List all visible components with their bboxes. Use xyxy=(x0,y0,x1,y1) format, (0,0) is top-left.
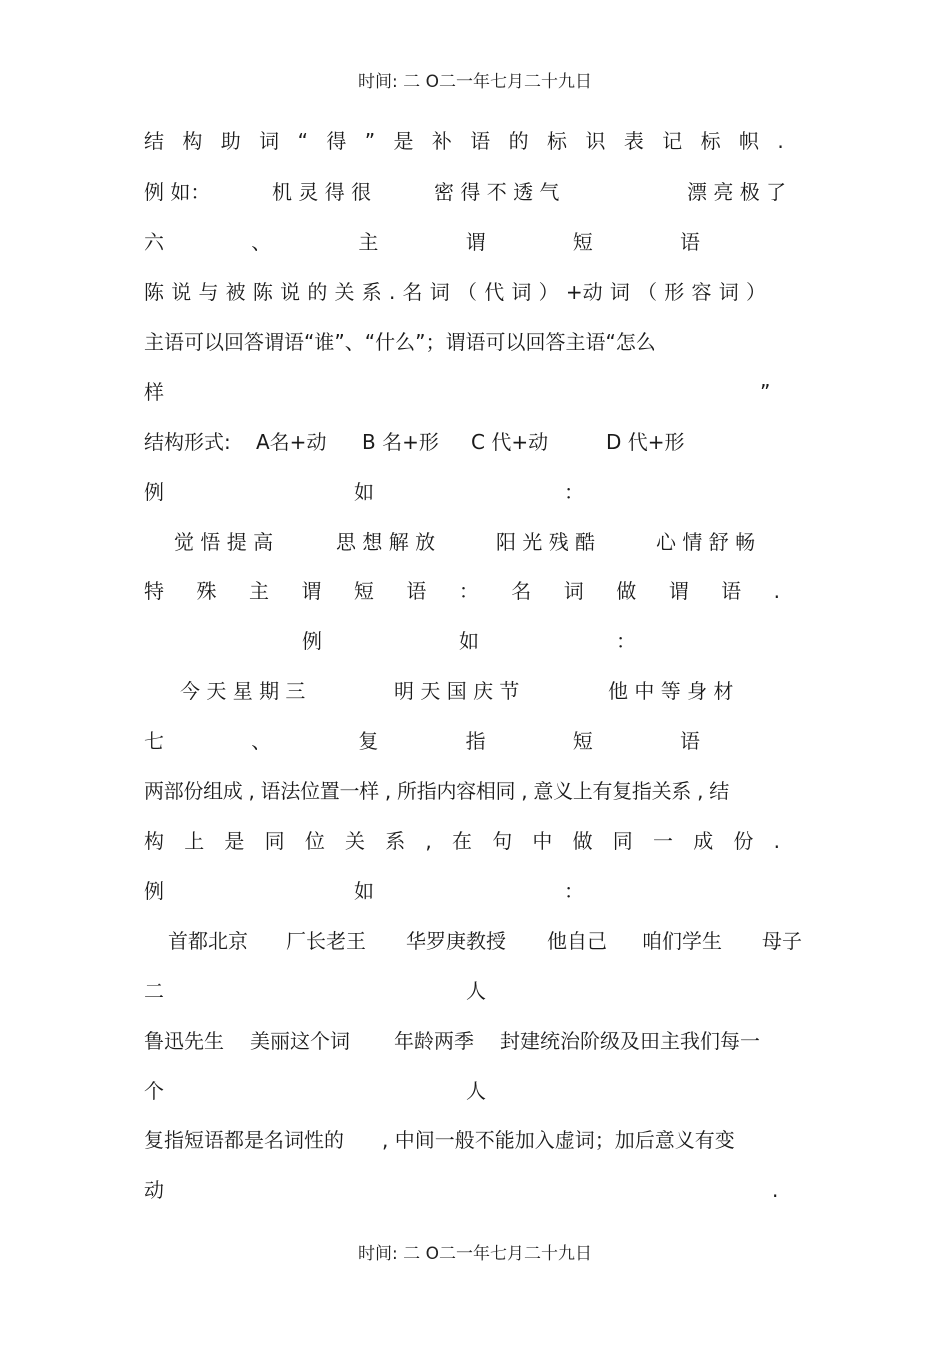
character: 短 xyxy=(353,579,374,603)
character: 说 xyxy=(171,280,192,304)
character: . xyxy=(777,129,784,153)
example-item: 首都北京 xyxy=(168,929,248,953)
example-item: 他 中 等 身 材 xyxy=(608,679,734,703)
text-fragment: 动 xyxy=(144,1178,164,1202)
example-item: 思 想 解 放 xyxy=(336,530,436,554)
line-17 xyxy=(144,926,806,956)
line-12 xyxy=(144,676,806,706)
line-21 xyxy=(144,1125,806,1155)
character: ： xyxy=(564,879,584,903)
character: . xyxy=(388,280,396,304)
character: 上 xyxy=(184,829,205,853)
example-item: 密 得 不 透 气 xyxy=(434,180,560,204)
character: 位 xyxy=(304,829,325,853)
example-item: 阳 光 残 酷 xyxy=(496,530,596,554)
text-fragment: 二 xyxy=(144,979,164,1003)
character: 特 xyxy=(144,579,164,603)
character: 句 xyxy=(492,829,513,853)
structure-forms xyxy=(144,427,806,457)
character: 系 xyxy=(361,280,382,304)
example-item: 封建统治阶级及田主我们每一 xyxy=(500,1029,760,1053)
character: 是 xyxy=(393,129,414,153)
character: 成 xyxy=(693,829,714,853)
example-label: 例 如： xyxy=(144,180,211,204)
character: ） xyxy=(538,280,559,304)
character: 构 xyxy=(144,829,164,853)
character: 复 xyxy=(358,729,379,753)
line-14: 两部份组成 , 语法位置一样 , 所指内容相同 , 意义上有复指关系 , 结 xyxy=(144,779,729,803)
character: 、 xyxy=(251,230,272,254)
line-1 xyxy=(144,126,784,156)
character: 做 xyxy=(572,829,593,853)
character: 容 xyxy=(691,280,712,304)
character: 例 xyxy=(144,480,164,504)
page-footer: 时间: 二 O二一年七月二十九日 xyxy=(358,1244,592,1264)
character: 陈 xyxy=(252,280,273,304)
structure-label: 结构形式: xyxy=(144,430,231,454)
line-15 xyxy=(144,826,780,856)
example-item: 机 灵 得 很 xyxy=(272,180,372,204)
line-4 xyxy=(144,277,766,307)
example-item: 美丽这个词 xyxy=(250,1029,350,1053)
line-10 xyxy=(144,576,780,606)
character: , xyxy=(425,829,432,853)
character: 在 xyxy=(451,829,472,853)
line-20 xyxy=(144,1076,806,1106)
character: 谓 xyxy=(301,579,322,603)
character: 主 xyxy=(248,579,269,603)
character: 如 xyxy=(354,879,374,903)
structure-form: C 代+动 xyxy=(471,430,549,454)
character: ： xyxy=(458,579,479,603)
character: 标 xyxy=(700,129,721,153)
character: 识 xyxy=(585,129,606,153)
example-label-line xyxy=(144,477,584,507)
line-9 xyxy=(144,527,806,557)
text-fragment: 复指短语都是名词性的 xyxy=(144,1128,344,1152)
character: 关 xyxy=(334,280,355,304)
character: 关 xyxy=(345,829,366,853)
character: 词 xyxy=(609,280,630,304)
line-2 xyxy=(144,177,806,207)
character: 的 xyxy=(307,280,328,304)
character: 构 xyxy=(182,129,203,153)
character: 例 xyxy=(144,879,164,903)
character: 主 xyxy=(358,230,379,254)
example-label-line xyxy=(302,626,636,656)
character: 份 xyxy=(733,829,754,853)
character: 帜 xyxy=(739,129,759,153)
character: +动 xyxy=(565,280,603,304)
character: 系 xyxy=(385,829,406,853)
text-fragment: . xyxy=(772,1178,779,1202)
character: 同 xyxy=(612,829,633,853)
character: 结 xyxy=(144,129,164,153)
character: 被 xyxy=(225,280,246,304)
character: 如 xyxy=(354,480,374,504)
text-fragment: ” xyxy=(760,380,771,404)
character: 做 xyxy=(616,579,637,603)
example-item: 母子 xyxy=(762,929,802,953)
character: 中 xyxy=(532,829,553,853)
character: 语 xyxy=(406,579,427,603)
character: 语 xyxy=(721,579,742,603)
character: 一 xyxy=(653,829,673,853)
example-item: 心 情 舒 畅 xyxy=(656,530,756,554)
character: 得 xyxy=(326,129,347,153)
example-item: 鲁迅先生 xyxy=(144,1029,224,1053)
character: 补 xyxy=(431,129,452,153)
character: 例 xyxy=(302,629,322,653)
line-5: 主语可以回答谓语“谁”、“什么”；谓语可以回答主语“怎么 xyxy=(144,330,656,354)
section-heading-6 xyxy=(144,227,700,257)
structure-form: A名+动 xyxy=(256,430,327,454)
text-fragment: 人 xyxy=(466,979,486,1003)
structure-form: D 代+形 xyxy=(606,430,685,454)
character: 殊 xyxy=(196,579,217,603)
text-fragment: , 中间一般不能加入虚词；加后意义有变 xyxy=(382,1128,735,1152)
example-item: 咱们学生 xyxy=(642,929,722,953)
character: 语 xyxy=(470,129,491,153)
page-header: 时间: 二 O二一年七月二十九日 xyxy=(358,72,592,92)
character: 代 xyxy=(484,280,505,304)
character: 的 xyxy=(508,129,529,153)
character: “ xyxy=(297,129,308,153)
character: 形 xyxy=(664,280,685,304)
character: . xyxy=(773,579,780,603)
example-item: 漂 亮 极 了 xyxy=(687,180,787,204)
character: 、 xyxy=(251,729,272,753)
character: 语 xyxy=(679,729,700,753)
character: 陈 xyxy=(144,280,164,304)
character: 词 xyxy=(563,579,584,603)
example-label-line xyxy=(144,876,584,906)
text-fragment: 样 xyxy=(144,380,164,404)
text-fragment: 个 xyxy=(144,1079,164,1103)
character: 记 xyxy=(662,129,683,153)
character: 指 xyxy=(465,729,486,753)
line-18 xyxy=(144,976,806,1006)
character: 短 xyxy=(572,230,593,254)
character: 名 xyxy=(402,280,423,304)
example-item: 今 天 星 期 三 xyxy=(180,679,306,703)
character: 同 xyxy=(264,829,285,853)
example-item: 年龄两季 xyxy=(394,1029,474,1053)
character: ” xyxy=(364,129,376,153)
line-22 xyxy=(144,1175,806,1205)
text-fragment: 人 xyxy=(466,1079,486,1103)
character: 谓 xyxy=(668,579,689,603)
character: 如 xyxy=(459,629,479,653)
character: ： xyxy=(616,629,636,653)
character: 是 xyxy=(224,829,245,853)
character: 词 xyxy=(259,129,280,153)
character: 谓 xyxy=(465,230,486,254)
character: 与 xyxy=(198,280,219,304)
character: 七 xyxy=(144,729,164,753)
character: 词 xyxy=(429,280,450,304)
example-item: 明 天 国 庆 节 xyxy=(394,679,520,703)
example-item: 华罗庚教授 xyxy=(406,929,506,953)
character: （ xyxy=(637,280,658,304)
character: ） xyxy=(745,280,766,304)
character: 六 xyxy=(144,230,164,254)
character: 名 xyxy=(511,579,532,603)
example-item: 他自己 xyxy=(547,929,607,953)
character: 短 xyxy=(572,729,593,753)
section-heading-7 xyxy=(144,726,700,756)
character: （ xyxy=(456,280,477,304)
character: 说 xyxy=(280,280,301,304)
character: 表 xyxy=(623,129,644,153)
character: 词 xyxy=(511,280,532,304)
structure-form: B 名+形 xyxy=(362,430,439,454)
character: 助 xyxy=(220,129,241,153)
character: 语 xyxy=(679,230,700,254)
character: 词 xyxy=(718,280,739,304)
example-item: 觉 悟 提 高 xyxy=(174,530,274,554)
line-6 xyxy=(144,377,806,407)
character: . xyxy=(773,829,780,853)
line-19 xyxy=(144,1026,806,1056)
character: ： xyxy=(564,480,584,504)
example-item: 厂长老王 xyxy=(286,929,366,953)
character: 标 xyxy=(547,129,568,153)
